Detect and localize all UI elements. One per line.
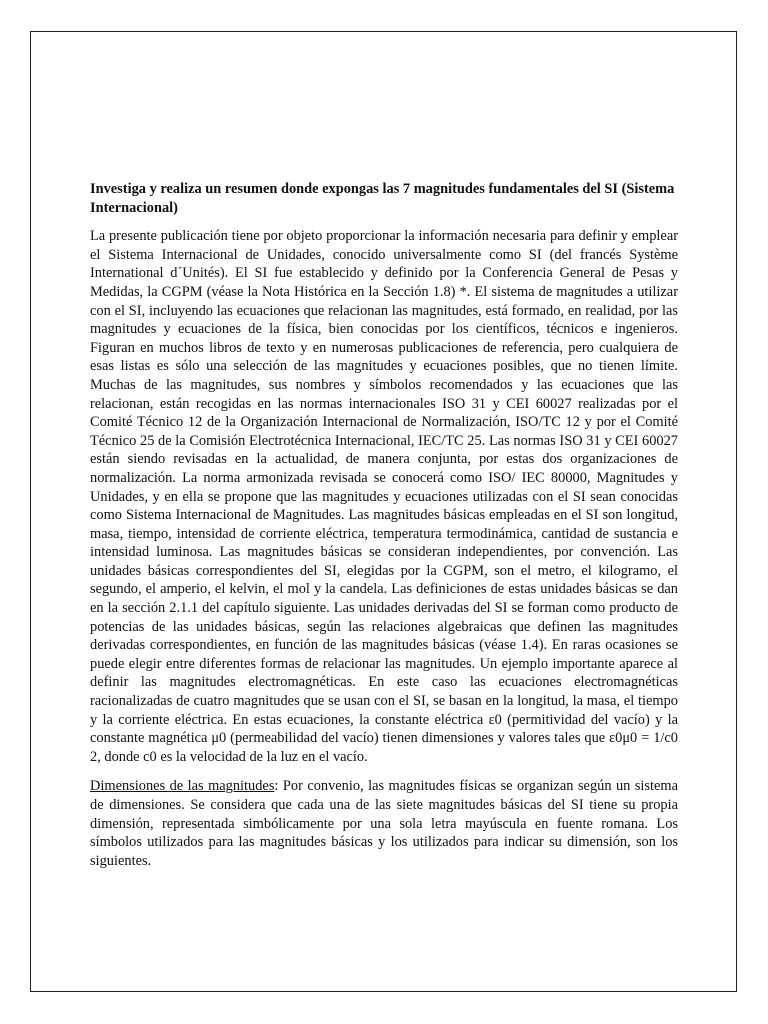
dimensions-heading: Dimensiones de las magnitudes: [90, 778, 275, 795]
document-heading: Investiga y realiza un resumen donde expongas las 7 magnitudes fundamentales del SI (Sistema Internacional): [90, 181, 675, 216]
document-body: [90, 180, 678, 870]
paragraph-dimensions: [90, 777, 678, 870]
paragraph-si-overview: La presente publicación tiene por objeto proporcionar la información necesaria para definir y emplear el Sistema Internacional de Unidades, conocido universalmente como SI (del francés Système International d´Unités). El SI fue establecido y definido por la Conferencia General de Pesas y Medidas, la CGPM (véase la Nota Histórica en la Sección 1.8) *. El sistema de magnitudes a utilizar con el SI, incluyendo las ecuaciones que relacionan las magnitudes, está formado, en realidad, por las magnitudes y ecuaciones de la física, bien conocidas por los científicos, técnicos e ingenieros. Figuran en muchos libros de texto y en numerosas publicaciones de referencia, pero cualquiera de esas listas es sólo una selección de las magnitudes y ecuaciones posibles, que no tienen límite. Muchas de las magnitudes, sus nombres y símbolos recomendados y las ecuaciones que las relacionan, están recogidas en las normas internacionales ISO 31 y CEI 60027 realizadas por el Comité Técnico 12 de la Organización Internacional de Normalización, ISO/TC 12 y por el Comité Técnico 25 de la Comisión Electrotécnica Internacional, IEC/TC 25. Las normas ISO 31 y CEI 60027 están siendo revisadas en la actualidad, de manera conjunta, por estas dos organizaciones de normalización. La norma armonizada revisada se conocerá como ISO/ IEC 80000, Magnitudes y Unidades, y en ella se propone que las magnitudes y ecuaciones utilizadas con el SI sean conocidas como Sistema Internacional de Magnitudes. Las magnitudes básicas empleadas en el SI son longitud, masa, tiempo, intensidad de corriente eléctrica, temperatura termodinámica, cantidad de sustancia e intensidad luminosa. Las magnitudes básicas se consideran independientes, por convención. Las unidades básicas correspondientes del SI, elegidas por la CGPM, son el metro, el kilogramo, el segundo, el amperio, el kelvin, el mol y la candela. Las definiciones de estas unidades básicas se dan en la sección 2.1.1 del capítulo siguiente. Las unidades derivadas del SI se forman como producto de potencias de las unidades básicas, según las relaciones algebraicas que definen las magnitudes derivadas correspondientes, en función de las magnitudes básicas (véase 1.4). En raras ocasiones se puede elegir entre diferentes formas de relacionar las magnitudes. Un ejemplo importante aparece al definir las magnitudes electromagnéticas. En este caso las ecuaciones electromagnéticas racionalizadas de cuatro magnitudes que se usan con el SI, se basan en la longitud, la masa, el tiempo y la corriente eléctrica. En estas ecuaciones, la constante eléctrica ε0 (permitividad del vacío) y la constante magnética μ0 (permeabilidad del vacío) tienen dimensiones y valores tales que ε0μ0 = 1/c0 2, donde c0 es la velocidad de la luz en el vacío.: [90, 228, 678, 765]
dimensions-text: : Por convenio, las magnitudes físicas se organizan según un sistema de dimensiones. Se considera que cada una de las siete magnitudes básicas del SI tiene su propia dimensión, representada simbólicamente por una sola letra mayúscula en fuente romana. Los símbolos utilizados para las magnitudes básicas y los utilizados para indicar su dimensión, son los siguientes.: [90, 778, 678, 869]
